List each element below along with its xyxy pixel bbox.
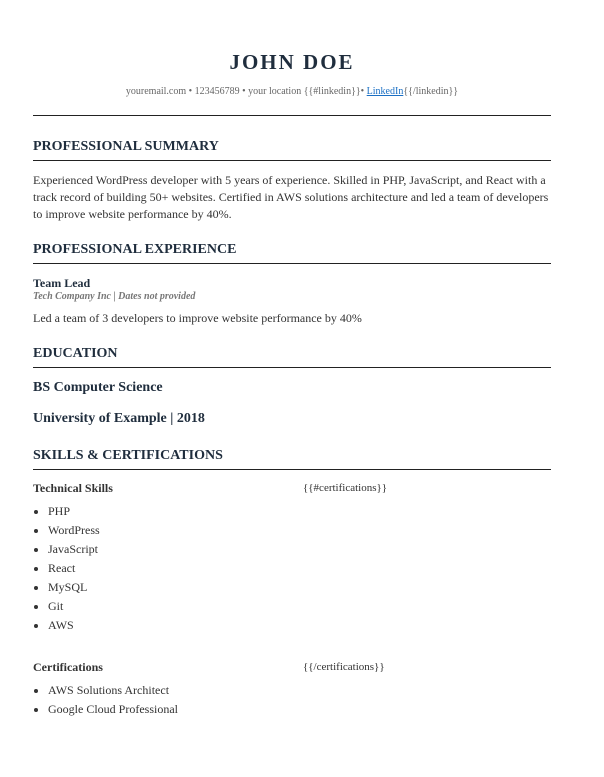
section-title-skills: SKILLS & CERTIFICATIONS <box>33 448 223 463</box>
list-item: PHP <box>48 502 100 521</box>
section-title-experience: PROFESSIONAL EXPERIENCE <box>33 242 237 257</box>
list-item: MySQL <box>48 578 100 597</box>
list-item: Git <box>48 597 100 616</box>
certifications-template-open: {{#certifications}} <box>303 482 388 494</box>
certifications-list <box>48 681 178 719</box>
section-title-education: EDUCATION <box>33 346 118 361</box>
section-divider-experience <box>33 263 551 264</box>
list-item: Google Cloud Professional <box>48 700 178 719</box>
school-year: University of Example | 2018 <box>33 411 205 426</box>
section-title-summary: PROFESSIONAL SUMMARY <box>33 139 219 154</box>
job-description: Led a team of 3 developers to improve website performance by 40% <box>33 311 362 325</box>
section-divider-education <box>33 367 551 368</box>
job-title: Team Lead <box>33 276 91 290</box>
contact-line <box>33 86 551 97</box>
technical-skills-list <box>48 502 100 635</box>
list-item: AWS Solutions Architect <box>48 681 178 700</box>
list-item: React <box>48 559 100 578</box>
certifications-title: Certifications <box>33 660 103 674</box>
list-item: AWS <box>48 616 100 635</box>
technical-skills-title: Technical Skills <box>33 481 113 495</box>
candidate-name: JOHN DOE <box>229 50 355 74</box>
job-company-dates: Tech Company Inc | Dates not provided <box>33 291 196 302</box>
certifications-template-close: {{/certifications}} <box>303 661 385 673</box>
summary-text: Experienced WordPress developer with 5 years of experience. Skilled in PHP, JavaScript, and React with a track record of building 50+ websites. Certified in AWS solutions architecture and led a team of developers to improve website performance by 40%. <box>33 173 549 221</box>
contact-template-close: {{/linkedin}} <box>403 86 459 97</box>
linkedin-link[interactable]: LinkedIn <box>366 86 404 97</box>
section-divider-skills <box>33 469 551 470</box>
header-divider <box>33 115 551 116</box>
degree: BS Computer Science <box>33 380 163 395</box>
section-divider-summary <box>33 160 551 161</box>
list-item: JavaScript <box>48 540 100 559</box>
contact-details: youremail.com • 123456789 • your location {{#linkedin}}• <box>125 86 367 97</box>
list-item: WordPress <box>48 521 100 540</box>
